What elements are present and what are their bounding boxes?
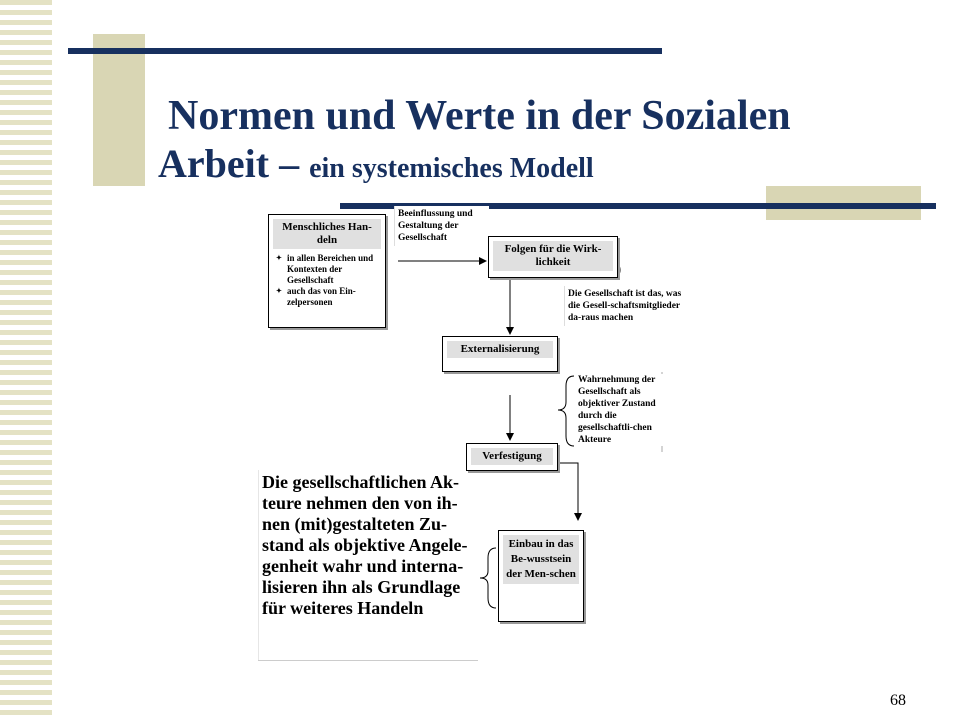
box-folgen-label: Folgen für die Wirk-lichkeit [493, 241, 613, 271]
note-beeinflussung: Beeinflussung und Gestaltung der Gesellschaft [394, 206, 489, 246]
box-externalisierung-label: Externalisierung [447, 341, 553, 358]
note-wahrnehmung: Wahrnehmung der Gesellschaft als objektiver Zustand durch die gesellschaftli-chen Akteure [576, 374, 664, 446]
note-akteure-bottom-rule [258, 660, 478, 661]
page-number: 68 [890, 692, 906, 709]
note-akteure-left-rule [258, 470, 259, 660]
list-item: ✦ in allen Bereichen und Kontexten der Gesellschaft [287, 253, 385, 286]
box-handeln-header: Menschliches Han-deln [273, 219, 381, 249]
box-handeln-list [269, 253, 385, 308]
arrow-verfestigung-to-einbau [560, 463, 578, 520]
note-gesellschaft: Die Gesellschaft ist das, was die Gesell-schaftsmitglieder da-raus machen [564, 286, 685, 326]
box-verfestigung-label: Verfestigung [471, 448, 553, 465]
box-einbau [498, 530, 584, 622]
slide-title-sub: ein systemisches Modell [309, 153, 594, 184]
brace-wahrnehmung [558, 376, 574, 446]
box-menschliches-handeln [268, 214, 386, 328]
brace-einbau [480, 548, 496, 608]
box-einbau-label: Einbau in das Be-wusstsein der Men-schen [503, 535, 579, 584]
box-externalisierung [442, 336, 558, 372]
note-akteure: Die gesellschaftlichen Ak-teure nehmen den von ih-nen (mit)gestalteten Zu-stand als objektive Angele-genheit wahr und interna-lisieren ihn als Grundlage für weiteres Handeln [262, 472, 468, 618]
slide-title-main: Arbeit – [158, 141, 310, 186]
list-item: ✦ auch das von Ein-zelpersonen [287, 286, 385, 308]
slide-title-line1: Normen und Werte in der Sozialen [168, 93, 791, 139]
box-folgen [488, 236, 618, 278]
box-verfestigung [466, 443, 558, 471]
